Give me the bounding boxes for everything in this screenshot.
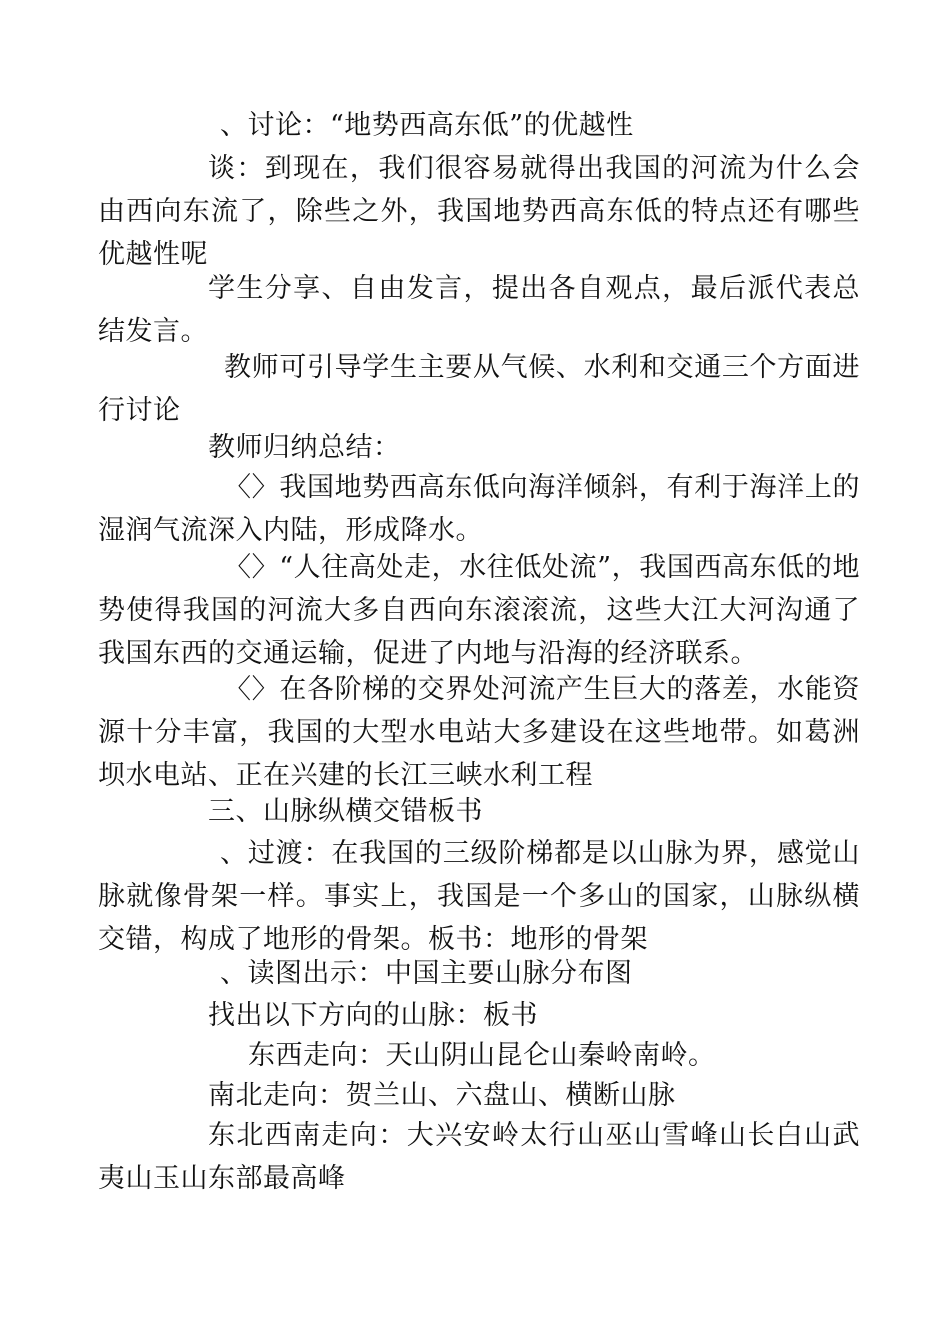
map-reading-paragraph: 、读图出示：中国主要山脉分布图 (220, 958, 633, 989)
teacher-guide-paragraph: 教师可引导学生主要从气候、水利和交通三个方面进行讨论 (98, 352, 860, 426)
talk-paragraph: 谈：到现在，我们很容易就得出我国的河流为什么会由西向东流了，除些之外，我国地势西高东低的特点还有哪些优越性呢 (98, 153, 860, 270)
summary-point-2: 〈〉“人往高处走，水往低处流”，我国西高东低的地势使得我国的河流大多自西向东滚滚流，这些大江大河沟通了我国东西的交通运输，促进了内地与沿海的经济联系。 (98, 552, 860, 669)
transition-paragraph: 、过渡：在我国的三级阶梯都是以山脉为界，感觉山脉就像骨架一样。事实上，我国是一个多山的国家，山脉纵横交错，构成了地形的骨架。板书：地形的骨架 (98, 838, 860, 955)
teacher-summary-heading: 教师归纳总结： (208, 432, 401, 463)
summary-point-3: 〈〉在各阶梯的交界处河流产生巨大的落差，水能资源十分丰富，我国的大型水电站大多建设在这些地带。如葛洲坝水电站、正在兴建的长江三峡水利工程 (98, 674, 860, 791)
east-west-mountains: 东西走向：天山阴山昆仑山秦岭南岭。 (248, 1040, 716, 1071)
discussion-heading: 、讨论：“地势西高东低”的优越性 (220, 110, 634, 141)
student-share-paragraph: 学生分享、自由发言，提出各自观点，最后派代表总结发言。 (98, 273, 860, 347)
northeast-southwest-mountains: 东北西南走向：大兴安岭太行山巫山雪峰山长白山武夷山玉山东部最高峰 (98, 1120, 860, 1194)
north-south-mountains: 南北走向：贺兰山、六盘山、横断山脉 (208, 1080, 676, 1111)
section-three-heading: 三、山脉纵横交错板书 (208, 796, 483, 827)
summary-point-1: 〈〉我国地势西高东低向海洋倾斜，有利于海洋上的湿润气流深入内陆，形成降水。 (98, 472, 860, 546)
find-mountains-paragraph: 找出以下方向的山脉：板书 (208, 1000, 538, 1031)
